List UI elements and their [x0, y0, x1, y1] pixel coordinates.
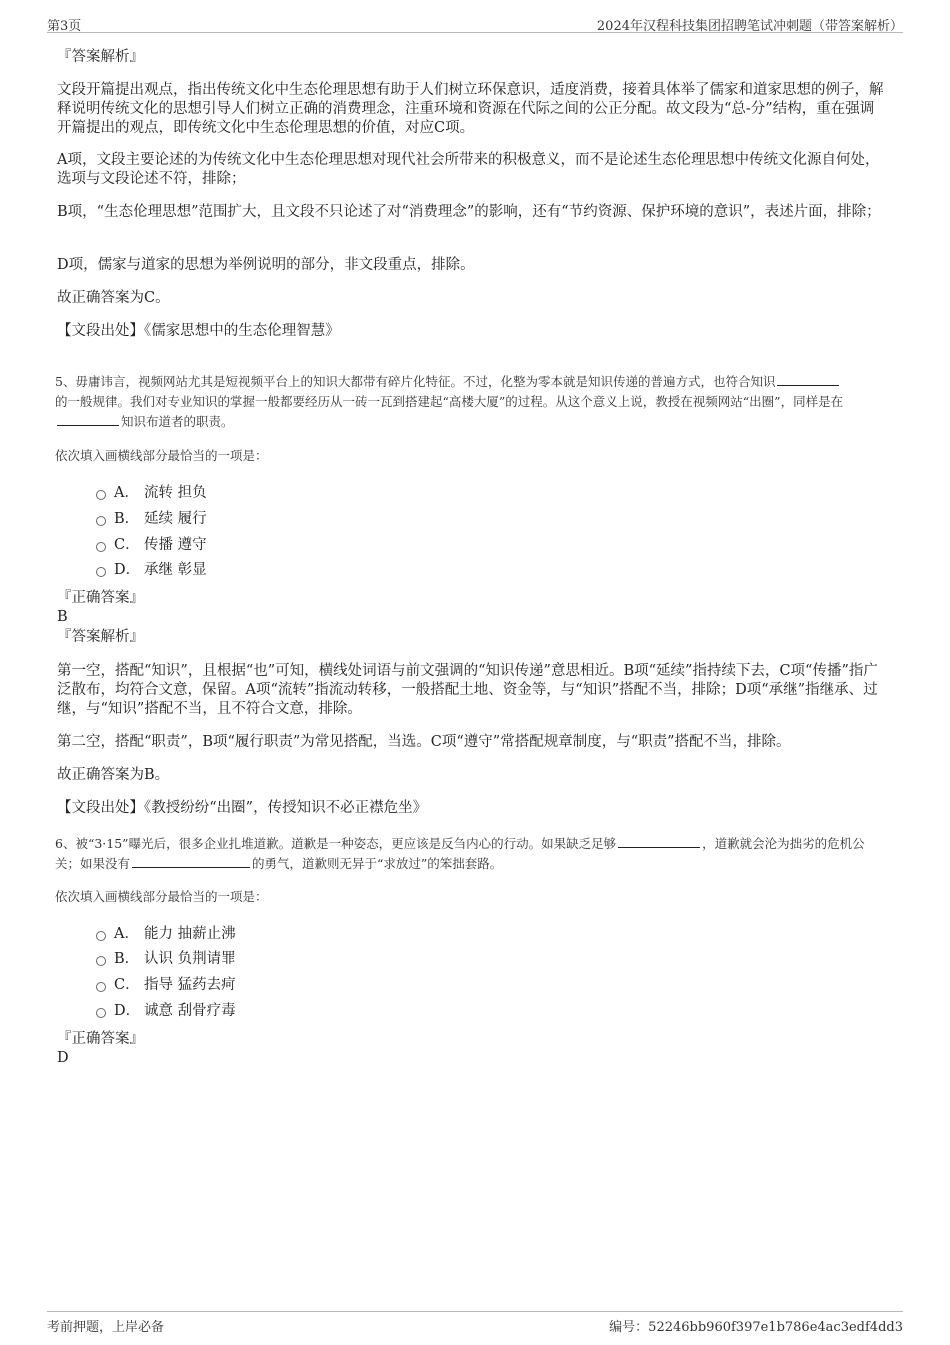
q5-conclusion: 故正确答案为B。 [57, 767, 170, 783]
q6-option-b[interactable]: B． 认识 负荆请罪 [96, 950, 236, 968]
q5-blank-1 [777, 373, 839, 386]
q6-blank-2 [132, 855, 250, 868]
q6-stem-part1: 6、被“3·15”曝光后，很多企业扎堆道歉。道歉是一种姿态，更应该是反刍内心的行动。如果缺乏足够 [55, 836, 617, 851]
q4-analysis-para2: A项，文段主要论述的为传统文化中生态伦理思想对现代社会所带来的积极意义，而不是论述生态伦理思想中传统文化源自何处，选项与文段论述不符，排除； [57, 152, 880, 187]
q6-prompt: 依次填入画横线部分最恰当的一项是： [55, 889, 268, 904]
q6-answer-label: 『正确答案』 [57, 1031, 144, 1047]
page-header [47, 14, 903, 33]
q6-option-d[interactable]: D． 诚意 刮骨疗毒 [96, 1002, 236, 1020]
radio-icon[interactable] [96, 1008, 106, 1018]
q5-answer: B [57, 609, 68, 625]
q5-source: 【文段出处】《教授纷纷“出圈”，传授知识不必正襟危坐》 [57, 800, 428, 816]
q6-stem-part3: 关；如果没有 [55, 856, 131, 871]
q4-conclusion: 故正确答案为C。 [57, 290, 170, 306]
radio-icon[interactable] [96, 956, 106, 966]
radio-icon[interactable] [96, 982, 106, 992]
q5-analysis-label: 『答案解析』 [57, 629, 144, 645]
document-title: 2024年汉程科技集团招聘笔试冲刺题（带答案解析） [596, 19, 903, 34]
radio-icon[interactable] [96, 490, 106, 500]
q5-prompt: 依次填入画横线部分最恰当的一项是： [55, 448, 268, 463]
q5-blank-2 [57, 413, 119, 426]
radio-icon[interactable] [96, 567, 106, 577]
q4-analysis-para3: B项，“生态伦理思想”范围扩大，且文段不只论述了对“消费理念”的影响，还有“节约资源、保护环境的意识”，表述片面，排除； [57, 204, 881, 220]
q5-analysis-para1: 第一空，搭配“知识”，且根据“也”可知，横线处词语与前文强调的“知识传递”意思相近。B项“延续”指持续下去，C项“传播”指广泛散布，均符合文意，保留。A项“流转”指流动转移，一般搭配土地、资金等，与“知识”搭配不当，排除；D项“承继”指继承、过继，与“知识”搭配不当，且不符合文意，排除。 [57, 663, 878, 717]
q4-analysis-para4: D项，儒家与道家的思想为举例说明的部分，非文段重点，排除。 [57, 257, 475, 273]
q5-option-a[interactable]: A． 流转 担负 [96, 484, 207, 502]
footer-code: 编号：52246bb960f397e1b786e4ac3edf4dd3 [609, 1320, 903, 1335]
page-number: 第3页 [47, 19, 82, 34]
q5-stem-part2: 的一般规律。我们对专业知识的掌握一般都要经历从一砖一瓦到搭建起“高楼大厦”的过程。从这个意义上说，教授在视频网站“出圈”，同样是在 [55, 394, 844, 409]
q5-analysis-para2: 第二空，搭配“职责”，B项“履行职责”为常见搭配，当选。C项“遵守”常搭配规章制度，与“职责”搭配不当，排除。 [57, 734, 791, 750]
q5-option-b[interactable]: B． 延续 履行 [96, 510, 207, 528]
q5-stem-part3: 知识布道者的职责。 [121, 414, 234, 429]
radio-icon[interactable] [96, 516, 106, 526]
footer-slogan: 考前押题，上岸必备 [47, 1320, 165, 1335]
q4-analysis-label: 『答案解析』 [57, 49, 144, 65]
q6-option-a[interactable]: A． 能力 抽薪止沸 [96, 925, 236, 943]
q6-stem-part4: 的勇气，道歉则无异于“求放过”的笨拙套路。 [252, 856, 503, 871]
q4-source: 【文段出处】《儒家思想中的生态伦理智慧》 [57, 323, 340, 339]
q6-answer: D [57, 1050, 69, 1066]
q5-answer-label: 『正确答案』 [57, 590, 144, 606]
page-footer [47, 1311, 903, 1334]
q5-option-c[interactable]: C． 传播 遵守 [96, 536, 207, 554]
q6-stem [55, 834, 897, 874]
radio-icon[interactable] [96, 931, 106, 941]
radio-icon[interactable] [96, 542, 106, 552]
q5-option-d[interactable]: D． 承继 彰显 [96, 561, 207, 579]
q6-stem-part2: ，道歉就会沦为拙劣的危机公 [702, 836, 865, 851]
q5-stem [55, 372, 897, 432]
q5-stem-part1: 5、毋庸讳言，视频网站尤其是短视频平台上的知识大都带有碎片化特征。不过，化整为零本就是知识传递的普遍方式，也符合知识 [55, 374, 776, 389]
q6-blank-1 [618, 835, 700, 848]
q6-option-c[interactable]: C． 指导 猛药去疴 [96, 976, 236, 994]
q4-analysis-para1: 文段开篇提出观点，指出传统文化中生态伦理思想有助于人们树立环保意识，适度消费，接着具体举了儒家和道家思想的例子，解释说明传统文化的思想引导人们树立正确的消费理念，注重环境和资源在代际之间的公正分配。故文段为“总-分”结构，重在强调开篇提出的观点，即传统文化中生态伦理思想的价值，对应C项。 [57, 82, 884, 136]
